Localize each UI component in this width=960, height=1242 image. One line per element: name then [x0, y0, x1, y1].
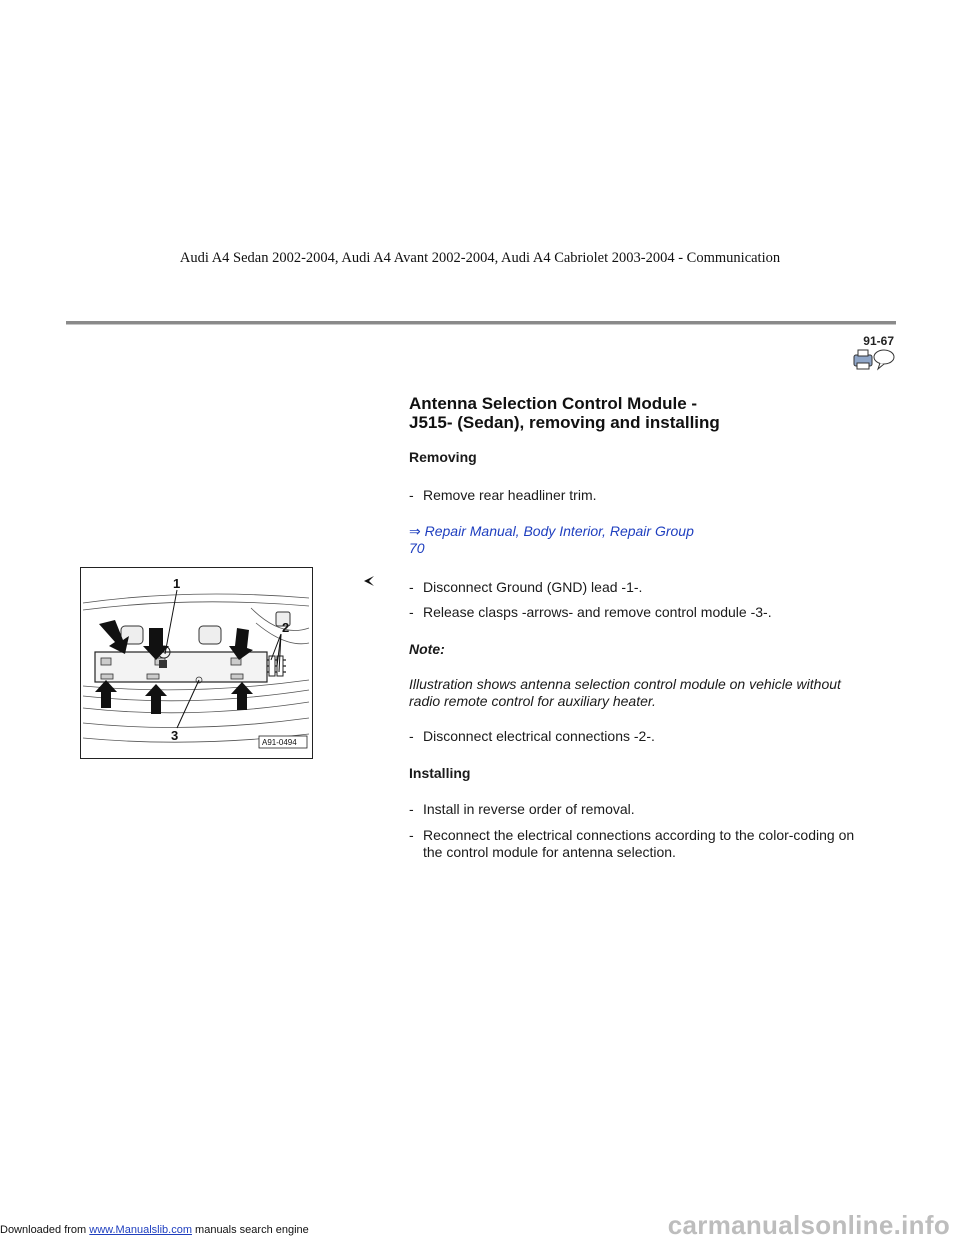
step-reconnect	[409, 827, 889, 861]
step-disconnect-electrical	[409, 728, 889, 745]
step-text-line1: Reconnect the electrical connections according to the color-coding on	[423, 827, 855, 843]
step-install-reverse	[409, 801, 889, 818]
section-title-line2: J515- (Sedan), removing and installing	[409, 413, 720, 432]
document-header: Audi A4 Sedan 2002-2004, Audi A4 Avant 2002-2004, Audi A4 Cabriolet 2003-2004 - Communication	[179, 250, 781, 266]
step-remove-trim	[409, 487, 889, 504]
step-dash: -	[409, 827, 414, 843]
download-footer	[0, 1224, 309, 1236]
link-text-line1[interactable]: Repair Manual, Body Interior, Repair Group	[424, 523, 694, 539]
header-divider	[66, 321, 896, 325]
section-title-line1: Antenna Selection Control Module -	[409, 394, 698, 413]
removing-heading: Removing	[409, 449, 477, 465]
section-title	[409, 394, 769, 432]
note-body	[409, 676, 879, 710]
step-text: Disconnect electrical connections -2-.	[423, 728, 655, 744]
page-number: 91-67	[863, 334, 894, 348]
step-text	[423, 827, 885, 861]
footer-suffix: manuals search engine	[191, 1224, 309, 1236]
manualslib-link[interactable]: www.Manualslib.com	[89, 1224, 192, 1236]
figure-pointer-icon	[362, 574, 376, 588]
step-text: Disconnect Ground (GND) lead -1-.	[423, 579, 643, 595]
footer-prefix: Downloaded from	[0, 1224, 90, 1236]
figure-code: A91-0494	[262, 738, 297, 747]
figure-callout-2: 2	[282, 620, 290, 635]
step-release-clasps	[409, 604, 889, 621]
note-heading: Note:	[409, 641, 445, 657]
repair-manual-link[interactable]	[409, 523, 729, 557]
step-text: Remove rear headliner trim.	[423, 487, 597, 503]
toolbar-icons	[852, 347, 896, 371]
print-icon[interactable]	[854, 350, 872, 369]
figure-callout-3: 3	[171, 728, 179, 743]
step-dash: -	[409, 487, 414, 503]
step-dash: -	[409, 728, 414, 744]
step-text: Release clasps -arrows- and remove control module -3-.	[423, 604, 772, 620]
step-dash: -	[409, 801, 414, 817]
comment-icon[interactable]	[874, 350, 894, 369]
illustration-figure	[80, 567, 313, 759]
link-arrow-icon: ⇒	[409, 523, 421, 539]
note-line2: radio remote control for auxiliary heater.	[409, 693, 656, 709]
note-line1: Illustration shows antenna selection control module on vehicle without	[409, 676, 841, 692]
step-text-line2: the control module for antenna selection.	[423, 844, 676, 860]
link-text-line2[interactable]: 70	[409, 540, 425, 556]
step-disconnect-ground	[409, 579, 889, 596]
step-text: Install in reverse order of removal.	[423, 801, 635, 817]
figure-callout-1: 1	[173, 576, 181, 591]
control-module-illustration	[81, 568, 312, 758]
installing-heading: Installing	[409, 765, 471, 781]
step-dash: -	[409, 604, 414, 620]
step-dash: -	[409, 579, 414, 595]
watermark: carmanualsonline.info	[667, 1210, 950, 1240]
